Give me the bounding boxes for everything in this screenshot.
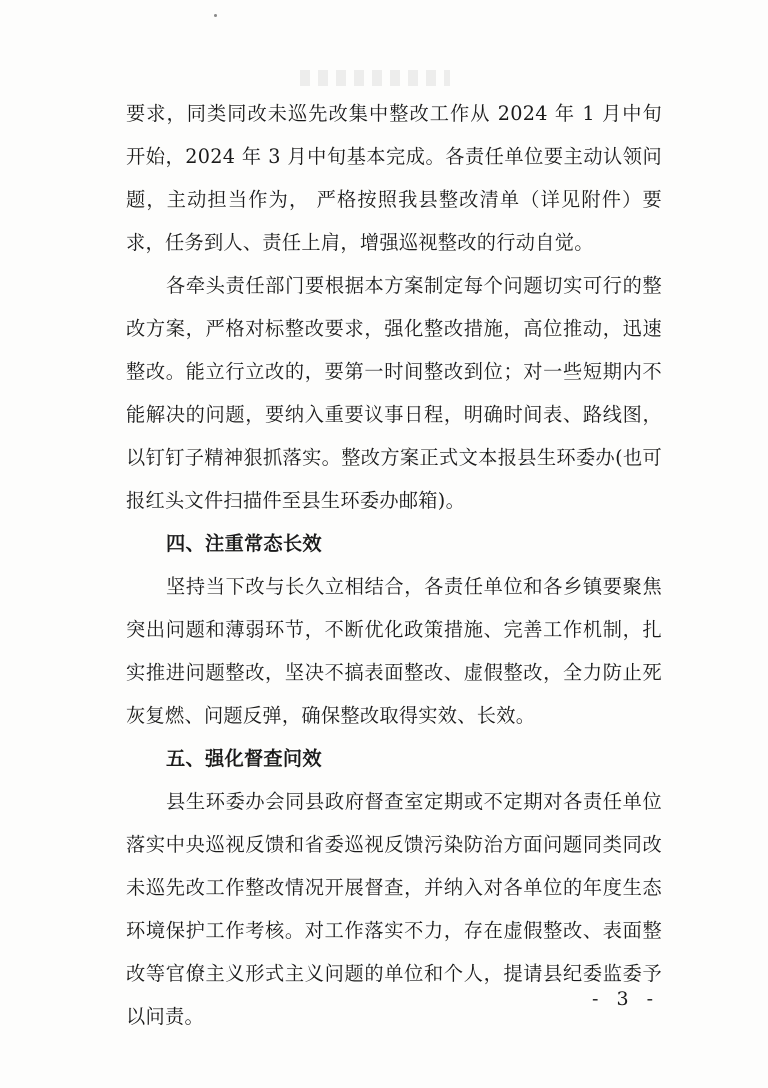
section-heading-5: 五、强化督查问效 [166,747,322,770]
paragraph-long-term: 坚持当下改与长久立相结合，各责任单位和各乡镇要聚焦突出问题和薄弱环节，不断优化政策措施、完善工作机制，扎实推进问题整改，坚决不搞表面整改、虚假整改，全力防止死灰复燃、问题反弹，确保整改取得实效、长效。 [126,575,662,727]
scan-speck [214,14,217,17]
paragraph-requirements: 要求，同类同改未巡先改集中整改工作从 2024 年 1 月中旬开始，2024 年 3 月中旬基本完成。各责任单位要主动认领问题，主动担当作为， 严格按照我县整改清单（详见附件）要求，任务到人、责任上肩，增强巡视整改的行动自觉。 [126,102,662,254]
paragraph-rectification-plan: 各牵头责任部门要根据本方案制定每个问题切实可行的整改方案，严格对标整改要求，强化整改措施，高位推动，迅速整改。能立行立改的，要第一时间整改到位；对一些短期内不能解决的问题，要纳入重要议事日程，明确时间表、路线图，以钉钉子精神狠抓落实。整改方案正式文本报县生环委办(也可报红头文件扫描件至县生环委办邮箱)。 [126,274,662,512]
section-heading-4: 四、注重常态长效 [166,532,322,555]
page-number: - 3 - [592,988,660,1010]
document-body [126,92,662,1038]
bleed-through-text [300,70,450,86]
paragraph-supervision: 县生环委办会同县政府督查室定期或不定期对各责任单位落实中央巡视反馈和省委巡视反馈污染防治方面问题同类同改未巡先改工作整改情况开展督查，并纳入对各单位的年度生态环境保护工作考核。对工作落实不力，存在虚假整改、表面整改等官僚主义形式主义问题的单位和个人，提请县纪委监委予以问责。 [126,790,662,1028]
